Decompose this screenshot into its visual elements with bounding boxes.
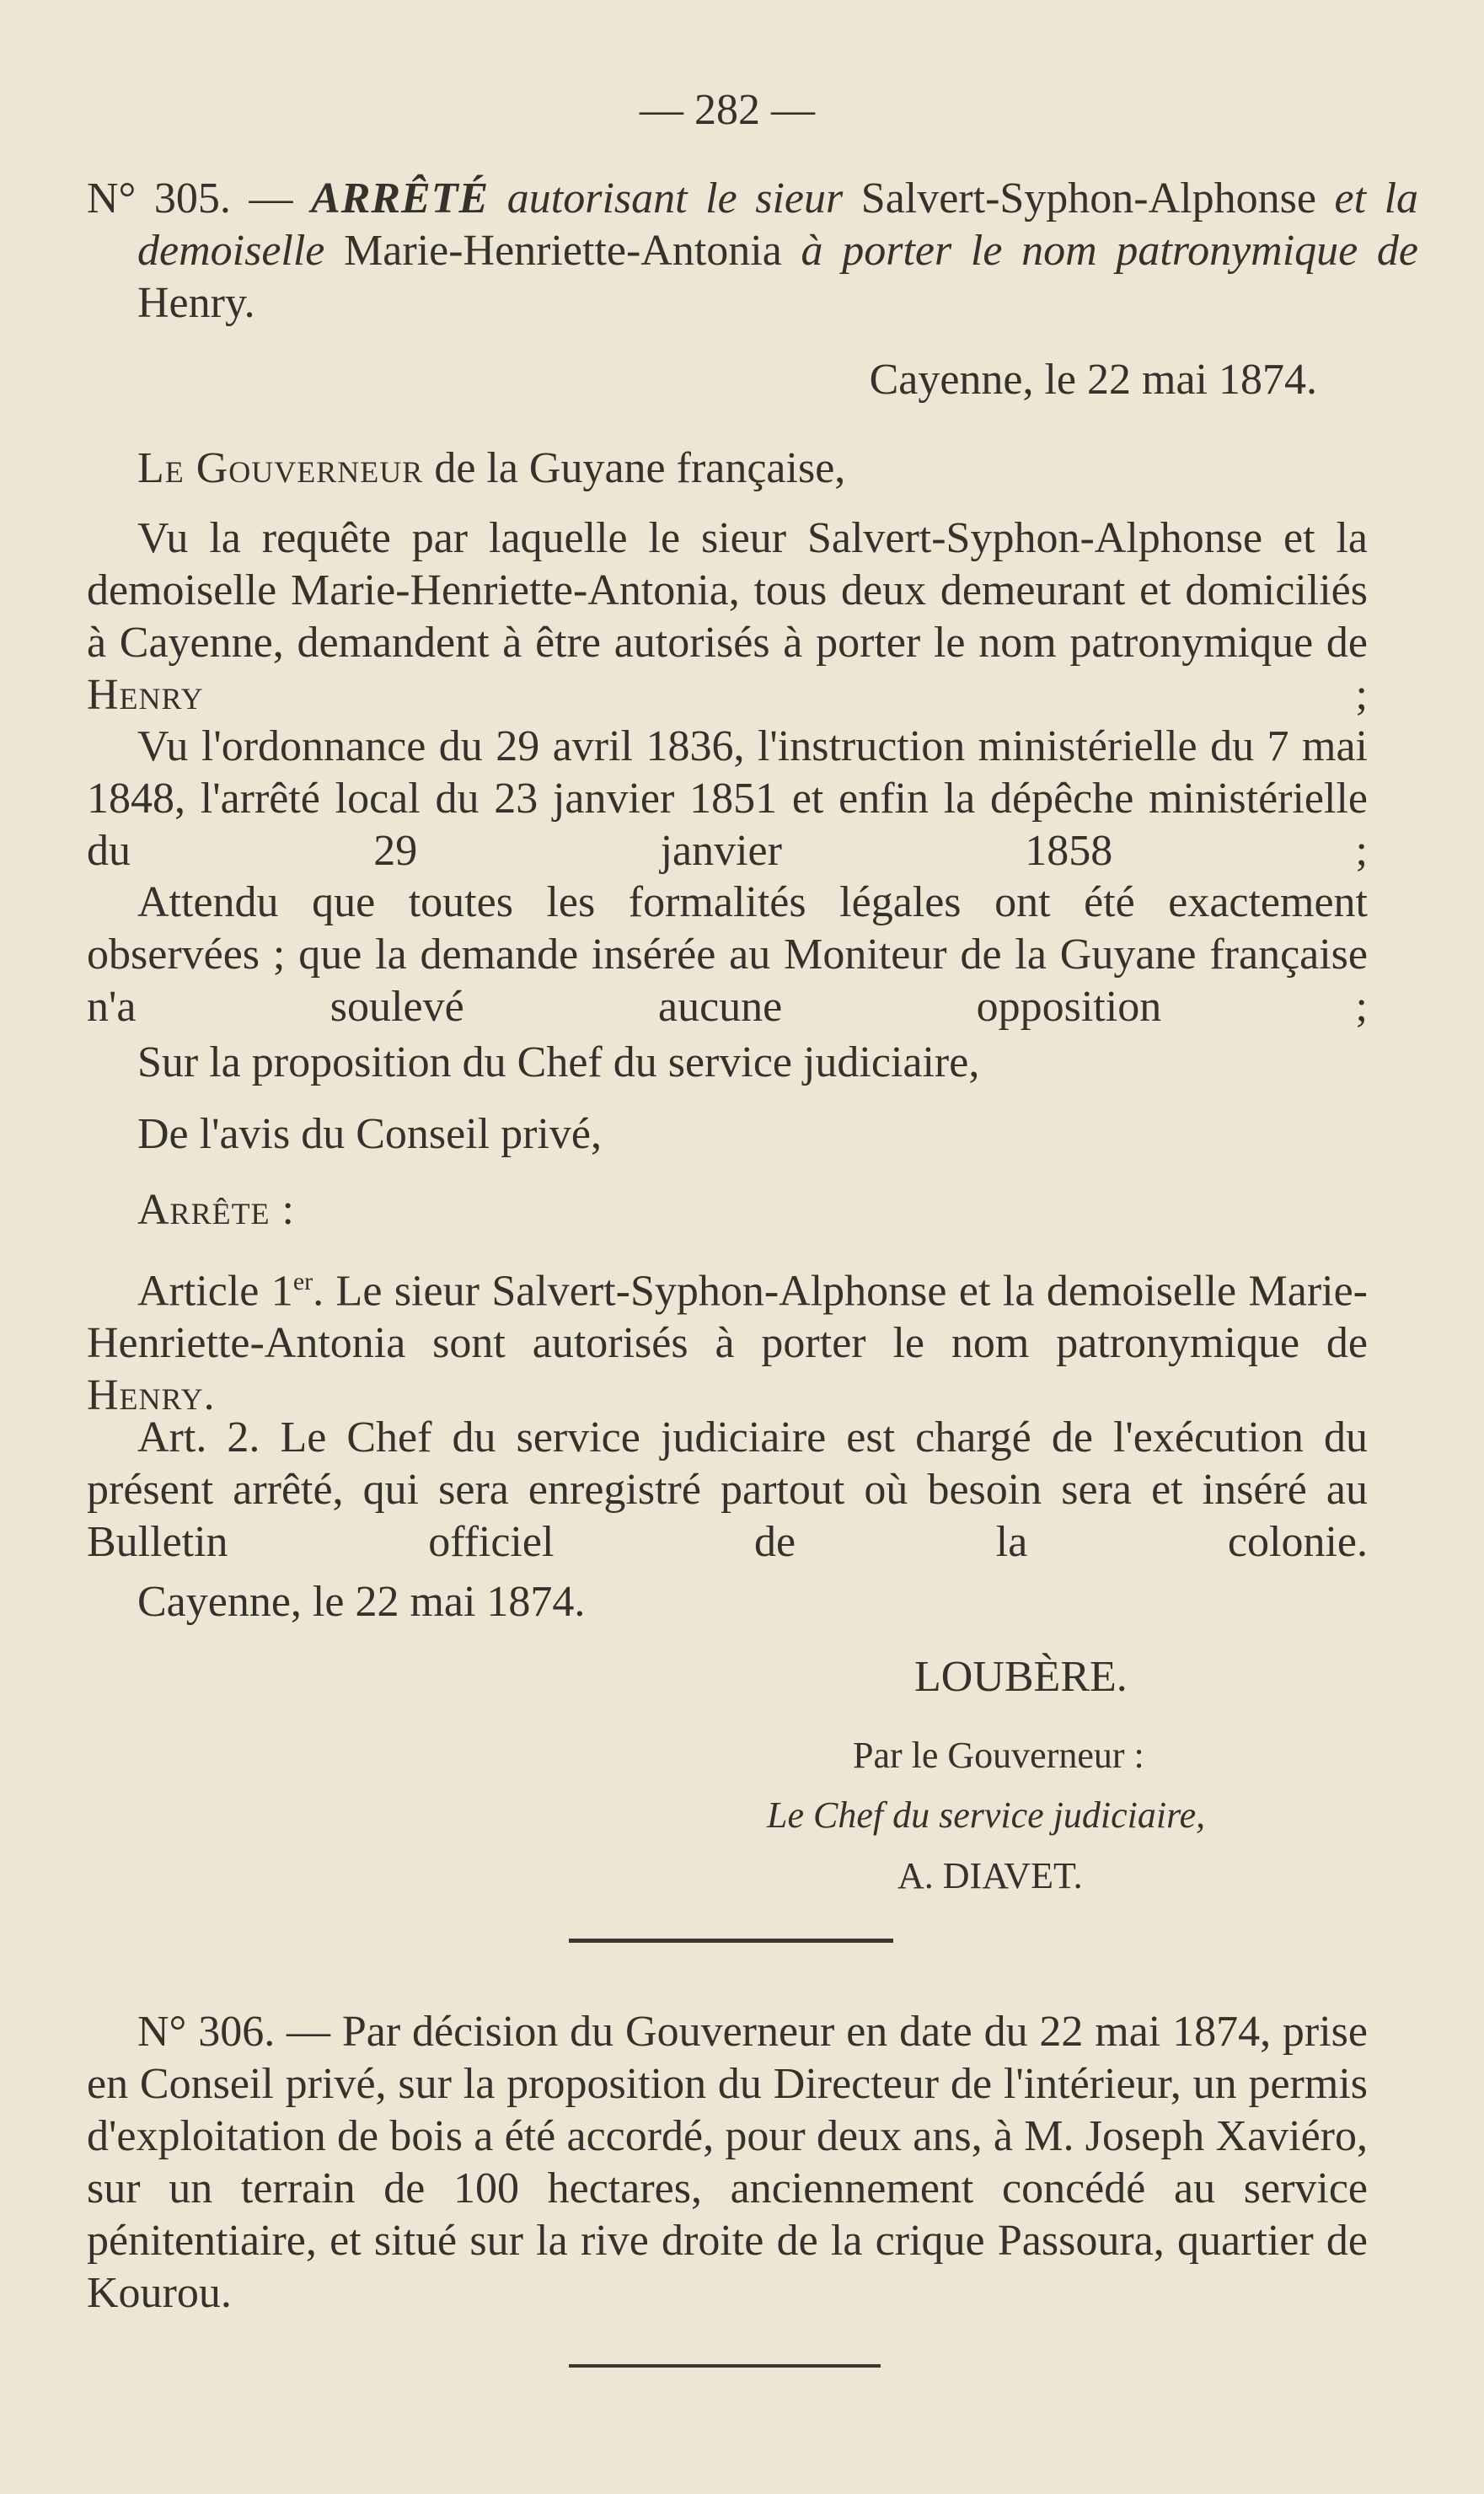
article-1-superscript: er — [292, 1268, 313, 1295]
entry-305-article-2: Art. 2. Le Chef du service judiciaire est chargé de l'exécution du présent arrêté, qui sera enregistré partout où besoin sera et inséré au Bulletin officiel de la colonie. — [87, 1413, 1368, 1566]
entry-305-arrete-label: Arrête : — [137, 1186, 295, 1234]
entry-306-paragraph: N° 306. — Par décision du Gouverneur en date du 22 mai 1874, prise en Conseil privé, sur la proposition du Directeur de l'intérieur, un permis d'exploitation de bois a été accordé, pour deux ans, à M. Joseph Xaviéro, sur un terrain de 100 hectares, anciennement concédé au service pénitentiaire, et situé sur la rive droite de la crique Passoura, quartier de Kourou. — [87, 2008, 1368, 2317]
article-1-end: . — [203, 1371, 215, 1420]
entry-305-title-part: et la demoiselle — [137, 174, 1419, 275]
requete-text: Vu la requête par laquelle le sieur Salvert-Syphon-Alphonse et la demoiselle Marie-Henriette-Antonia, tous deux demeurant et domiciliés à Cayenne, demandent à être autorisés à porter le nom patronymique de — [87, 514, 1368, 667]
entry-305-paragraph-ordonnance: Vu l'ordonnance du 29 avril 1836, l'instruction ministérielle du 7 mai 1848, l'arrêté local du 23 janvier 1851 et enfin la dépêche ministérielle du 29 janvier 1858 ; — [87, 722, 1368, 875]
chef-name: A. DIAVET. — [897, 1855, 1083, 1896]
entry-305-title-part: Henry. — [137, 279, 255, 327]
article-1-name: Henry — [87, 1371, 204, 1420]
entry-305-arrete-word: ARRÊTÉ — [311, 174, 490, 223]
entry-305-number: N° 305. — — [87, 174, 293, 223]
article-1-text: . Le sieur Salvert-Syphon-Alphonse et la demoiselle Marie-Henriette-Antonia sont autorisés à porter le nom patronymique de — [87, 1267, 1368, 1368]
article-1-label: Article 1 — [137, 1267, 293, 1316]
entry-305-place-date: Cayenne, le 22 mai 1874. — [869, 356, 1317, 404]
entry-305-heading — [87, 173, 1418, 330]
par-le-gouverneur: Par le Gouverneur : — [853, 1735, 1144, 1776]
requete-end: ; — [1355, 671, 1368, 719]
governor-rest: de la Guyane française, — [434, 444, 846, 492]
entry-305-paragraph-requete — [87, 512, 1368, 721]
entry-305-title-part: autorisant le sieur — [506, 174, 844, 223]
entry-305-paragraph-attendu: Attendu que toutes les formalités légales ont été exactement observées ; que la demande insérée au Moniteur de la Guyane française n'a soulevé aucune opposition ; — [87, 878, 1368, 1031]
entry-305-paragraph-proposition: Sur la proposition du Chef du service judiciaire, — [137, 1038, 980, 1086]
entry-305-governor-line — [87, 442, 1418, 495]
governor-label: Le Gouverneur — [137, 444, 424, 492]
section-divider — [569, 1939, 893, 1943]
chef-title: Le Chef du service judiciaire, — [767, 1794, 1206, 1836]
entry-305-paragraph-avis: De l'avis du Conseil privé, — [137, 1110, 602, 1158]
entry-305-title-part: Marie-Henriette-Antonia — [344, 227, 782, 275]
end-divider — [569, 2364, 881, 2368]
entry-305-article-1 — [87, 1256, 1368, 1422]
entry-305-closing-date: Cayenne, le 22 mai 1874. — [137, 1578, 586, 1626]
entry-305-title-part: à porter le nom patronymique de — [801, 227, 1419, 275]
governor-signature: LOUBÈRE. — [914, 1653, 1128, 1701]
page-number: — 282 — — [640, 86, 815, 134]
entry-305-title-part: Salvert-Syphon-Alphonse — [860, 174, 1316, 223]
requete-name: Henry — [87, 671, 204, 719]
